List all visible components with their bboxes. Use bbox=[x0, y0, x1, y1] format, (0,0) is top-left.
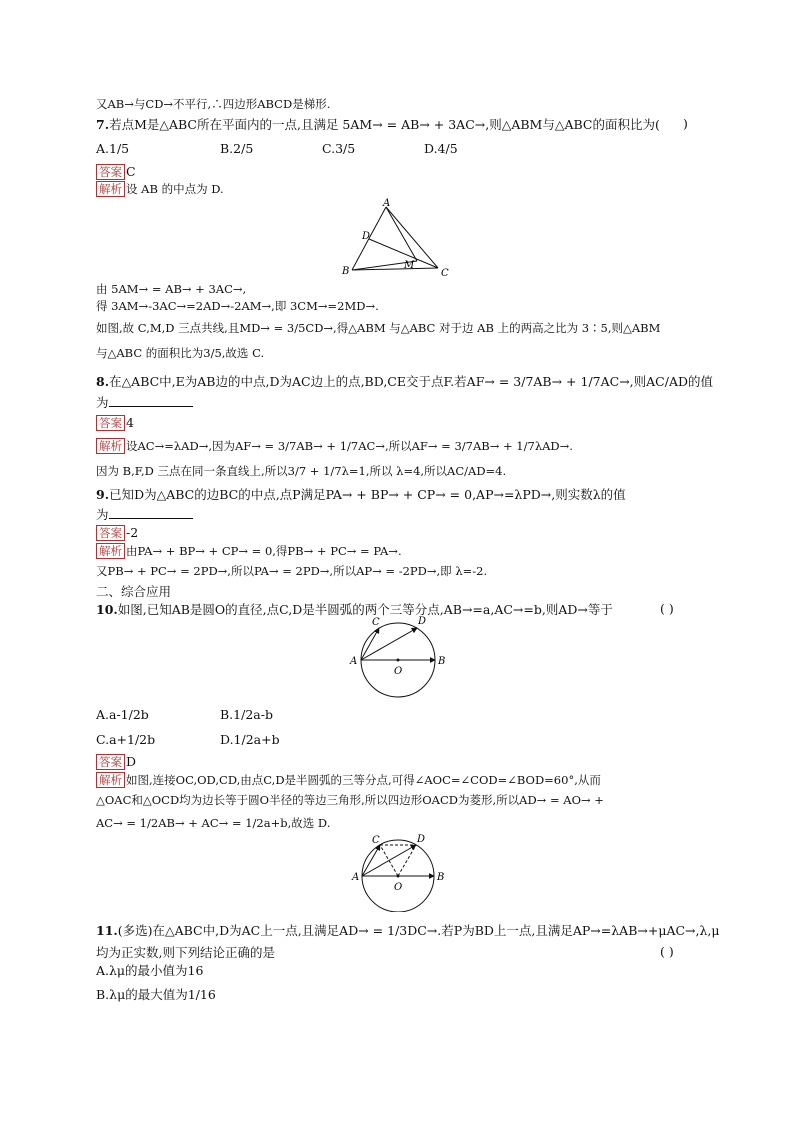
solution-label: 解析 bbox=[96, 543, 125, 559]
text-line: 均为正实数,则下列结论正确的是 bbox=[96, 945, 275, 960]
solution-row bbox=[96, 181, 224, 198]
question-text: 在△ABC中,E为AB边的中点,D为AC边上的点,BD,CE交于点F.若AF→ = 3/7AB→ + 1/7AC→,则AC/AD的值 bbox=[109, 374, 714, 389]
question-8 bbox=[96, 373, 713, 390]
label-d: D bbox=[362, 231, 371, 242]
label-o: O bbox=[394, 882, 403, 893]
option-a: A.a-1/2b bbox=[96, 707, 149, 722]
triangle-figure bbox=[338, 198, 458, 280]
answer-value: D bbox=[126, 754, 137, 769]
answer-label: 答案 bbox=[96, 754, 125, 770]
option-b: B.1/2a-b bbox=[220, 707, 273, 722]
question-text: 若点M是△ABC所在平面内的一点,且满足 5AM→ = AB→ + 3AC→,则△ABM与△ABC的面积比为( bbox=[109, 117, 660, 132]
label-c: C bbox=[372, 835, 380, 846]
blank-prefix: 为 bbox=[96, 507, 109, 522]
answer-row bbox=[96, 524, 138, 541]
text-line: 如图,故 C,M,D 三点共线,且MD→ = 3/5CD→,得△ABM 与△ABC 对于边 AB 上的两高之比为 3∶5,则△ABM bbox=[96, 321, 661, 335]
question-text: 如图,已知AB是圆O的直径,点C,D是半圆弧的两个三等分点,AB→=a,AC→=b,则AD→等于 bbox=[117, 602, 613, 617]
text-line: AC→ = 1/2AB→ + AC→ = 1/2a+b,故选 D. bbox=[96, 816, 331, 830]
text-line: 又PB→ + PC→ = 2PD→,所以PA→ = 2PD→,所以AP→ = -2PD→,即 λ=-2. bbox=[96, 564, 488, 578]
label-b: B bbox=[437, 872, 445, 883]
answer-value: C bbox=[126, 164, 136, 179]
label-m: M bbox=[404, 260, 415, 271]
solution-label: 解析 bbox=[96, 438, 125, 454]
answer-row bbox=[96, 414, 134, 431]
solution-row bbox=[96, 543, 402, 560]
question-9-blank bbox=[96, 506, 193, 523]
question-number: 9. bbox=[96, 487, 110, 502]
answer-paren: ) bbox=[683, 116, 688, 131]
option-b: B.2/5 bbox=[220, 141, 254, 156]
text-line: △OAC和△OCD均为边长等于圆O半径的等边三角形,所以四边形OACD为菱形,所以AD→ = AO→ + bbox=[96, 793, 604, 807]
question-9 bbox=[96, 486, 626, 503]
text-line: 由 5AM→ = AB→ + 3AC→, bbox=[96, 282, 247, 296]
question-7 bbox=[96, 116, 660, 133]
question-number: 10. bbox=[96, 602, 118, 617]
answer-label: 答案 bbox=[96, 525, 125, 541]
solution-row bbox=[96, 438, 573, 455]
answer-row bbox=[96, 753, 136, 770]
label-b: B bbox=[438, 656, 446, 667]
question-number: 7. bbox=[96, 117, 110, 132]
answer-row bbox=[96, 163, 136, 180]
question-text: 已知D为△ABC的边BC的中点,点P满足PA→ + BP→ + CP→ = 0,AP→=λPD→,则实数λ的值 bbox=[109, 487, 626, 502]
question-number: 8. bbox=[96, 374, 110, 389]
answer-label: 答案 bbox=[96, 164, 125, 180]
label-c: C bbox=[441, 268, 449, 279]
answer-paren: ( ) bbox=[660, 944, 674, 959]
text-line: 与△ABC 的面积比为3/5,故选 C. bbox=[96, 346, 265, 360]
circle-figure-question bbox=[346, 612, 452, 704]
solution-label: 解析 bbox=[96, 181, 125, 197]
question-number: 11. bbox=[96, 923, 118, 938]
option-d: D.4/5 bbox=[424, 141, 458, 156]
solution-text: 由PA→ + BP→ + CP→ = 0,得PB→ + PC→ = PA→. bbox=[126, 544, 402, 558]
option-c: C.3/5 bbox=[322, 141, 356, 156]
solution-text: 如图,连接OC,OD,CD,由点C,D是半圆弧的三等分点,可得∠AOC=∠COD=∠BOD=60°,从而 bbox=[126, 773, 601, 787]
circle-figure-solution bbox=[346, 830, 452, 912]
solution-text: 设AC→=λAD→,因为AF→ = 3/7AB→ + 1/7AC→,所以AF→ = 3/7AB→ + 1/7λAD→. bbox=[126, 439, 573, 453]
question-11 bbox=[96, 922, 720, 939]
text-line: 又AB→与CD→不平行,∴四边形ABCD是梯形. bbox=[96, 97, 331, 111]
question-8-blank bbox=[96, 394, 193, 411]
answer-blank bbox=[109, 506, 193, 519]
answer-paren: ( ) bbox=[660, 601, 674, 616]
answer-value: -2 bbox=[126, 525, 139, 540]
label-a: A bbox=[352, 872, 360, 883]
question-text: (多选)在△ABC中,D为AC上一点,且满足AD→ = 1/3DC→.若P为BD上一点,且满足AP→=λAB→+μAC→,λ,μ bbox=[117, 923, 720, 938]
text-line: 因为 B,F,D 三点在同一条直线上,所以3/7 + 1/7λ=1,所以 λ=4,所以AC/AD=4. bbox=[96, 464, 507, 478]
label-b: B bbox=[342, 266, 350, 277]
option-a: A.1/5 bbox=[96, 141, 130, 156]
answer-label: 答案 bbox=[96, 415, 125, 431]
label-a: A bbox=[350, 656, 358, 667]
solution-row bbox=[96, 772, 601, 789]
label-d: D bbox=[418, 616, 427, 627]
solution-label: 解析 bbox=[96, 772, 125, 788]
label-a: A bbox=[383, 198, 391, 209]
label-d: D bbox=[417, 834, 426, 845]
section-heading: 二、综合应用 bbox=[96, 584, 172, 599]
option-c: C.a+1/2b bbox=[96, 732, 156, 747]
answer-blank bbox=[109, 394, 193, 407]
label-o: O bbox=[394, 666, 403, 677]
solution-text: 设 AB 的中点为 D. bbox=[126, 182, 224, 196]
option-b: B.λμ的最大值为1/16 bbox=[96, 987, 216, 1002]
blank-prefix: 为 bbox=[96, 395, 109, 410]
label-c: C bbox=[372, 617, 380, 628]
text-line: 得 3AM→-3AC→=2AD→-2AM→,即 3CM→=2MD→. bbox=[96, 299, 379, 313]
option-d: D.1/2a+b bbox=[220, 732, 280, 747]
answer-value: 4 bbox=[126, 415, 134, 430]
option-a: A.λμ的最小值为16 bbox=[96, 963, 204, 978]
